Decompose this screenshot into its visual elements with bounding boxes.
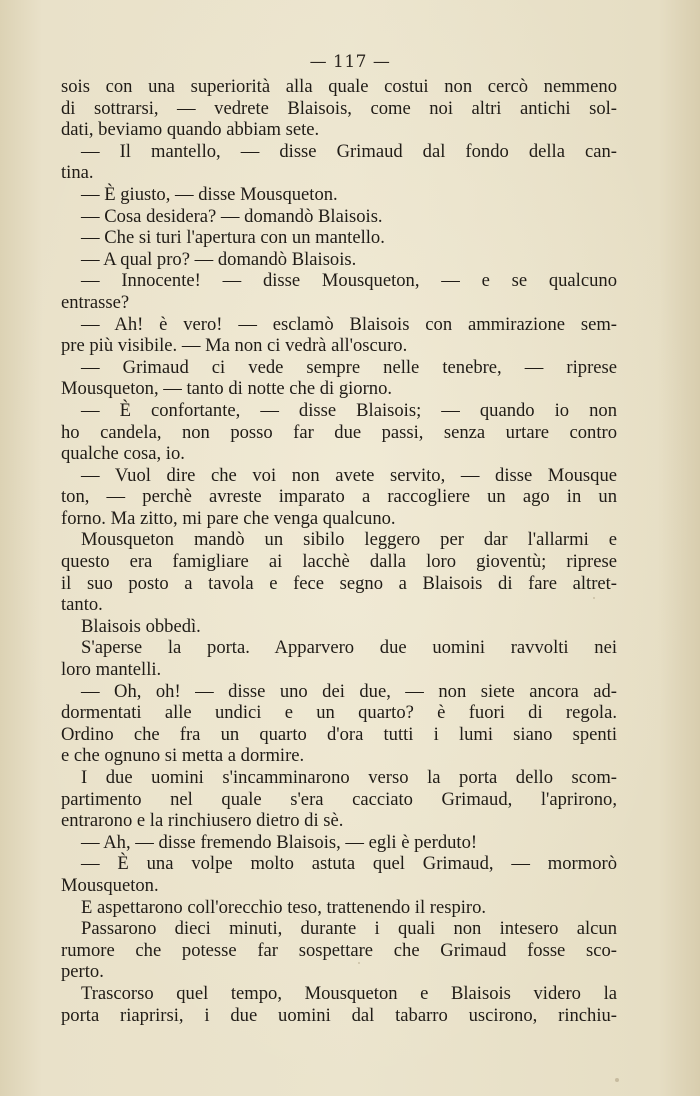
text-line: ton, — perchè avreste imparato a raccogliere un ago in un — [61, 486, 617, 508]
text-line: dormentati alle undici e un quarto? è fuori di regola. — [61, 702, 617, 724]
text-line: partimento nel quale s'era cacciato Grimaud, l'aprirono, — [61, 788, 617, 810]
text-line: questo era famigliare ai lacchè dalla loro gioventù; riprese — [61, 551, 617, 573]
text-line: il suo posto a tavola e fece segno a Blaisois di fare altret- — [61, 572, 617, 594]
text-line: — Il mantello, — disse Grimaud dal fondo della can- — [81, 140, 617, 162]
text-line: Trascorso quel tempo, Mousqueton e Blaisois videro la — [81, 982, 617, 1004]
text-line: — A qual pro? — domandò Blaisois. — [81, 248, 357, 270]
page-body-text — [61, 76, 617, 1026]
text-line: tanto. — [61, 594, 103, 616]
text-line: Blaisois obbedì. — [81, 615, 201, 637]
text-line: — È giusto, — disse Mousqueton. — [81, 183, 338, 205]
text-line: perto. — [61, 961, 104, 983]
text-line: — Vuol dire che voi non avete servito, — disse Mousque — [81, 464, 617, 486]
text-line: forno. Ma zitto, mi pare che venga qualcuno. — [61, 507, 396, 529]
text-line: — È una volpe molto astuta quel Grimaud, — mormorò — [81, 853, 617, 875]
text-line: — Grimaud ci vede sempre nelle tenebre, — riprese — [81, 356, 617, 378]
text-line: — Ah, — disse fremendo Blaisois, — egli è perduto! — [81, 831, 478, 853]
text-line: di sottrarsi, — vedrete Blaisois, come noi altri antichi sol- — [61, 97, 617, 119]
paper-speck — [358, 962, 360, 964]
text-line: Mousqueton. — [61, 874, 159, 896]
paper-speck — [593, 597, 595, 599]
text-line: I due uomini s'incamminarono verso la porta dello scom- — [81, 767, 617, 788]
text-line: ho candela, non posso far due passi, senza urtare contro — [61, 421, 617, 443]
text-line: — Che si turi l'apertura con un mantello. — [81, 227, 385, 249]
text-line: sois con una superiorità alla quale costui non cercò nemmeno — [61, 76, 617, 97]
text-line: porta riaprirsi, i due uomini dal tabarro uscirono, rinchiu- — [61, 1004, 617, 1026]
text-line: e che ognuno si metta a dormire. — [61, 745, 305, 767]
text-line: tina. — [61, 162, 94, 184]
text-line: Mousqueton, — tanto di notte che di giorno. — [61, 378, 393, 400]
text-line: dati, beviamo quando abbiam sete. — [61, 119, 320, 141]
text-line: — Ah! è vero! — esclamò Blaisois con ammirazione sem- — [81, 313, 617, 335]
text-line: — Innocente! — disse Mousqueton, — e se qualcuno — [81, 270, 617, 292]
paper-speck — [615, 1078, 619, 1082]
text-line: S'aperse la porta. Apparvero due uomini ravvolti nei — [81, 637, 617, 659]
text-line: entrarono e la rinchiusero dietro di sè. — [61, 810, 344, 832]
text-line: loro mantelli. — [61, 659, 162, 681]
text-line: E aspettarono coll'orecchio teso, trattenendo il respiro. — [81, 896, 487, 918]
text-line: — Oh, oh! — disse uno dei due, — non siete ancora ad- — [81, 680, 617, 702]
text-line: rumore che potesse far sospettare che Grimaud fosse sco- — [61, 939, 617, 961]
text-line: Mousqueton mandò un sibilo leggero per dar l'allarmi e — [81, 529, 617, 551]
text-line: Passarono dieci minuti, durante i quali non intesero alcun — [81, 918, 617, 940]
text-line: — Cosa desidera? — domandò Blaisois. — [81, 205, 383, 227]
text-line: qualche cosa, io. — [61, 443, 185, 465]
text-line: pre più visibile. — Ma non ci vedrà all'oscuro. — [61, 335, 408, 357]
page-number: — 117 — — [309, 52, 391, 72]
text-line: Ordino che fra un quarto d'ora tutti i lumi siano spenti — [61, 723, 617, 745]
text-line: entrasse? — [61, 291, 130, 313]
text-line: — È confortante, — disse Blaisois; — quando io non — [81, 399, 617, 421]
